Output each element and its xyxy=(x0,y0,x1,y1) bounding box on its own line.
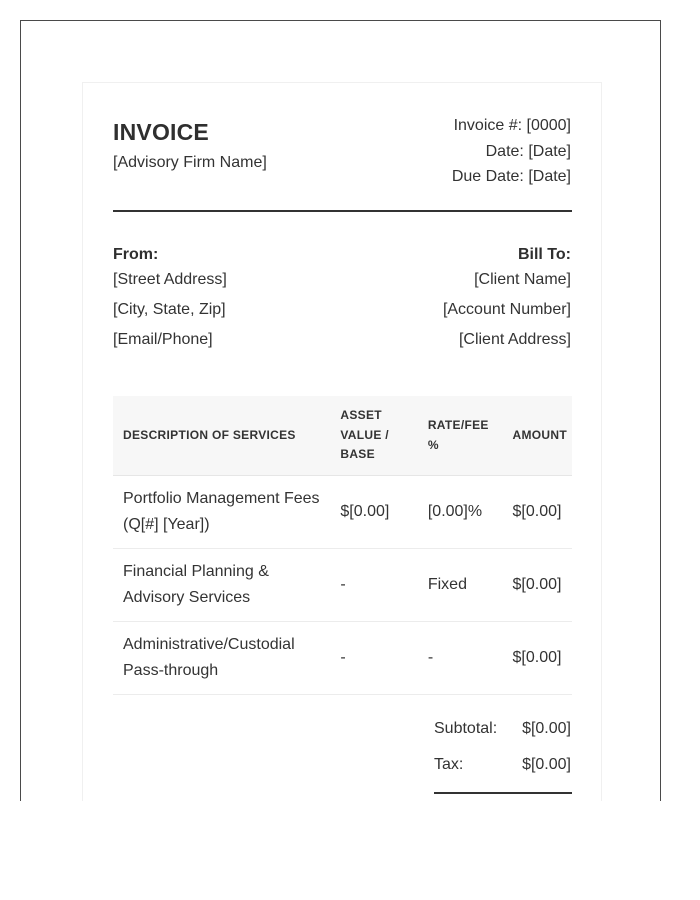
row-amount: $[0.00] xyxy=(503,549,572,622)
column-header-rate-fee: RATE/FEE % xyxy=(418,396,503,476)
row-rate-fee: [0.00]% xyxy=(418,476,503,549)
row-asset-value: - xyxy=(330,622,417,695)
from-city: [City, State, Zip] xyxy=(113,301,226,318)
row-rate-fee: - xyxy=(418,622,503,695)
tax-label: Tax: xyxy=(434,756,464,773)
table-header-row xyxy=(113,396,572,476)
column-header-amount: AMOUNT xyxy=(503,396,572,476)
invoice-due-date: Due Date: [Date] xyxy=(451,168,571,185)
row-amount: $[0.00] xyxy=(503,476,572,549)
header-divider xyxy=(113,210,572,212)
page-frame xyxy=(20,20,661,801)
services-table xyxy=(113,396,572,695)
from-contact: [Email/Phone] xyxy=(113,331,213,348)
totals-divider xyxy=(434,792,572,794)
bill-to-account-number: [Account Number] xyxy=(442,301,571,318)
row-description: Portfolio Management Fees (Q[#] [Year]) xyxy=(113,476,330,549)
column-header-description: DESCRIPTION OF SERVICES xyxy=(113,396,330,476)
subtotal-label: Subtotal: xyxy=(434,720,498,737)
column-header-asset-value: ASSET VALUE / BASE xyxy=(330,396,417,476)
row-rate-fee: Fixed xyxy=(418,549,503,622)
invoice-number: Invoice #: [0000] xyxy=(453,117,571,134)
invoice-document xyxy=(82,82,602,801)
invoice-date: Date: [Date] xyxy=(485,143,571,160)
bill-to-client-name: [Client Name] xyxy=(474,271,571,288)
firm-name: [Advisory Firm Name] xyxy=(113,154,267,171)
row-description: Administrative/Custodial Pass-through xyxy=(113,622,330,695)
row-amount: $[0.00] xyxy=(503,622,572,695)
row-asset-value: - xyxy=(330,549,417,622)
row-description: Financial Planning & Advisory Services xyxy=(113,549,330,622)
subtotal-value: $[0.00] xyxy=(522,720,571,737)
invoice-title: INVOICE xyxy=(113,119,209,145)
bill-to-client-address: [Client Address] xyxy=(458,331,571,348)
table-row xyxy=(113,476,572,549)
from-label: From: xyxy=(113,246,159,263)
table-row xyxy=(113,549,572,622)
row-asset-value: $[0.00] xyxy=(330,476,417,549)
tax-value: $[0.00] xyxy=(522,756,571,773)
from-street: [Street Address] xyxy=(113,271,227,288)
bill-to-label: Bill To: xyxy=(517,246,571,263)
table-row xyxy=(113,622,572,695)
